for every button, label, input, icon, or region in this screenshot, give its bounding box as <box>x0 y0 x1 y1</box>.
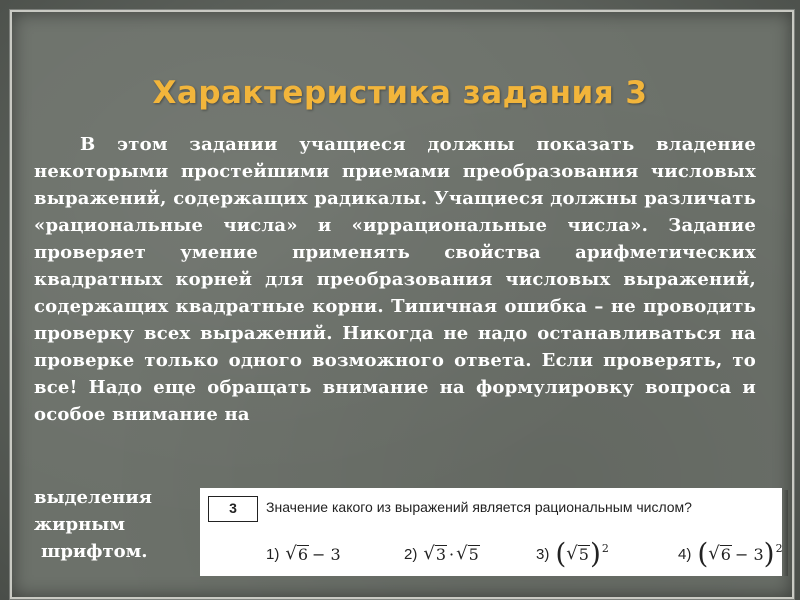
sqrt-icon: √ 3 <box>423 543 447 565</box>
option-3-number: 3) <box>536 545 550 563</box>
task-number-box: 3 <box>208 496 258 522</box>
option-2-radicand-a: 3 <box>435 544 447 564</box>
sqrt-icon: √ 5 <box>456 543 479 565</box>
sqrt-icon: √ 6 <box>708 543 731 565</box>
option-3 <box>536 534 609 574</box>
tail-line-3: шрифтом. <box>41 541 148 562</box>
sqrt-icon: √ 5 <box>566 543 589 565</box>
option-4-minus: − 3 <box>734 544 764 564</box>
option-4 <box>678 534 783 574</box>
option-1-rest: − 3 <box>312 544 341 564</box>
option-4-number: 4) <box>678 545 692 563</box>
task-image <box>200 488 782 576</box>
option-1-number: 1) <box>266 545 280 563</box>
task-options <box>266 534 783 574</box>
option-3-power: 2 <box>601 542 609 555</box>
sqrt-icon: √ 6 <box>285 543 309 565</box>
slide-title: Характеристика задания 3 <box>152 75 648 111</box>
option-2-number: 2) <box>404 545 418 563</box>
task-question: Значение какого из выражений является рациональным числом? <box>266 499 692 515</box>
option-1 <box>266 534 341 574</box>
option-3-radicand: 5 <box>578 544 589 564</box>
tail-line-1: выделения <box>34 487 152 508</box>
task-image-shadow <box>784 490 788 576</box>
option-3-expression: ( √ 5 ) 2 <box>555 537 609 570</box>
option-2 <box>404 534 480 574</box>
option-4-radicand: 6 <box>720 544 731 564</box>
tail-line-2: жирным <box>34 514 125 535</box>
option-2-dot: · <box>449 544 455 564</box>
option-4-power: 2 <box>775 542 783 555</box>
option-1-expression <box>285 545 340 564</box>
option-2-radicand-b: 5 <box>468 544 479 564</box>
option-2-expression <box>423 545 479 564</box>
option-1-radicand: 6 <box>297 544 309 564</box>
slide-body-text: В этом задании учащиеся должны показать владение некоторыми простейшими приемами преобразования числовых выражений, содержащих радикалы. Учащиеся должны различать «рациональные числа» и «иррациональные числа». Задание проверяет умение применять свойства арифметических квадратных корней для преобразования числовых выражений, содержащих квадратные корни. Типичная ошибка – не проводить проверку всех выражений. Никогда не надо останавливаться на проверке только одного возможного ответа. Если проверять, то все! Надо еще обращать внимание на формулировку вопроса и особое внимание на <box>34 134 756 425</box>
slide-body-tail <box>34 484 204 565</box>
option-4-expression: ( √ 6 − 3 ) 2 <box>697 537 783 570</box>
